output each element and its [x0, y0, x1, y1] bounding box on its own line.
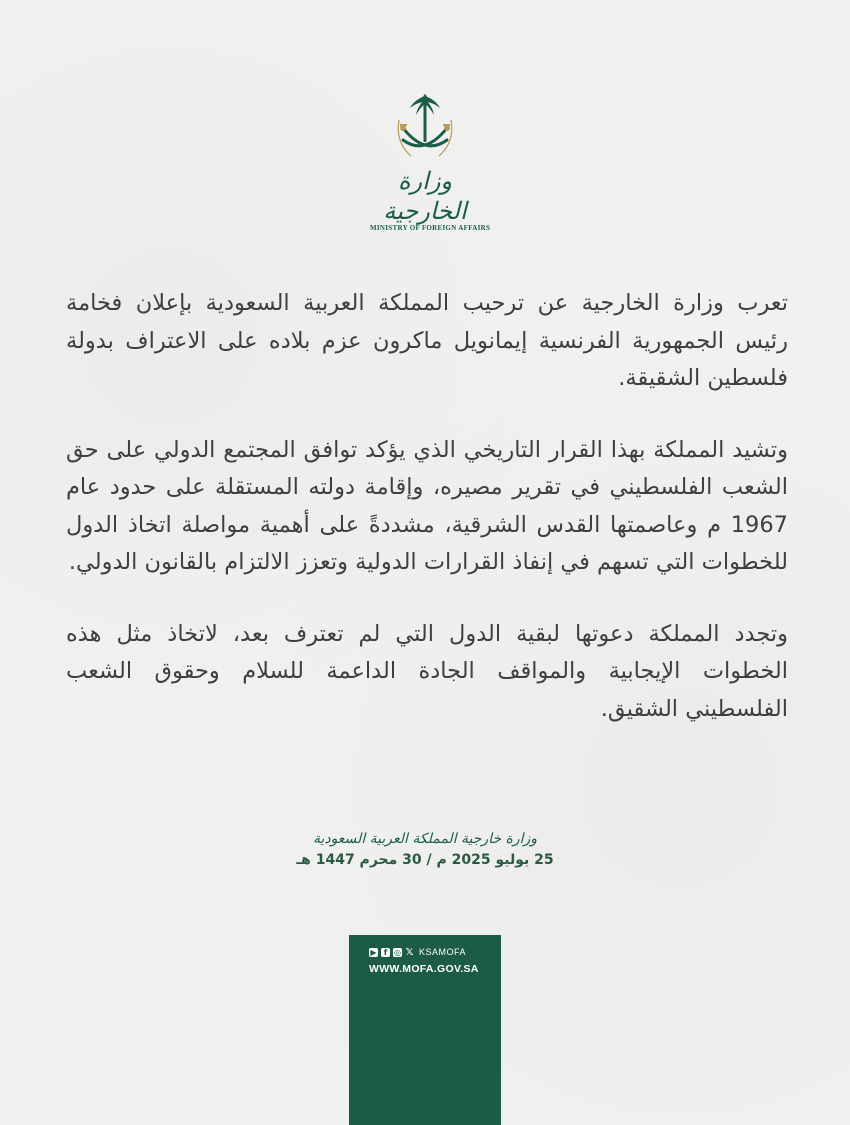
statement-paragraph-1: تعرب وزارة الخارجية عن ترحيب المملكة العربية السعودية بإعلان فخامة رئيس الجمهورية الفرنسية إيمانويل ماكرون عزم بلاده على الاعتراف بدولة فلسطين الشقيقة. — [66, 290, 788, 391]
ministry-name-english: MINISTRY OF FOREIGN AFFAIRS — [370, 224, 491, 232]
ministry-emblem — [370, 90, 491, 232]
saudi-emblem-icon — [393, 90, 457, 166]
statement-paragraph-3: وتجدد المملكة دعوتها لبقية الدول التي لم تعترف بعد، لاتخاذ مثل هذه الخطوات الإيجابية والمواقف الجادة الداعمة للسلام وحقوق الشعب الفلسطيني الشقيق. — [66, 620, 788, 722]
signature-block — [250, 828, 600, 870]
issuer-name: وزارة خارجية المملكة العربية السعودية — [312, 831, 538, 847]
youtube-icon[interactable]: ▶ — [370, 947, 377, 957]
issue-date: 25 يوليو 2025 م / 30 محرم 1447 هـ — [296, 852, 554, 868]
contact-footer — [349, 935, 501, 1125]
statement-body — [66, 285, 788, 762]
instagram-icon[interactable]: ◎ — [394, 947, 401, 957]
social-links — [369, 947, 466, 957]
website-link[interactable]: WWW.MOFA.GOV.SA — [369, 963, 479, 975]
facebook-icon[interactable]: f — [381, 948, 390, 957]
x-icon[interactable]: 𝕏 — [405, 946, 414, 958]
social-handle[interactable]: KSAMOFA — [419, 947, 467, 957]
statement-paragraph-2: وتشيد المملكة بهذا القرار التاريخي الذي يؤكد توافق المجتمع الدولي على حق الشعب الفلسطيني في تقرير مصيره، وإقامة دولته المستقلة على حدود عام 1967 م وعاصمتها القدس الشرقية، مشددةً على أهمية مواصلة اتخاذ الدول للخطوات التي تسهم في إنفاذ القرارات الدولية وتعزز الالتزام بالقانون الدولي. — [66, 436, 788, 575]
ministry-name-arabic: وزارة الخارجية — [383, 167, 467, 225]
